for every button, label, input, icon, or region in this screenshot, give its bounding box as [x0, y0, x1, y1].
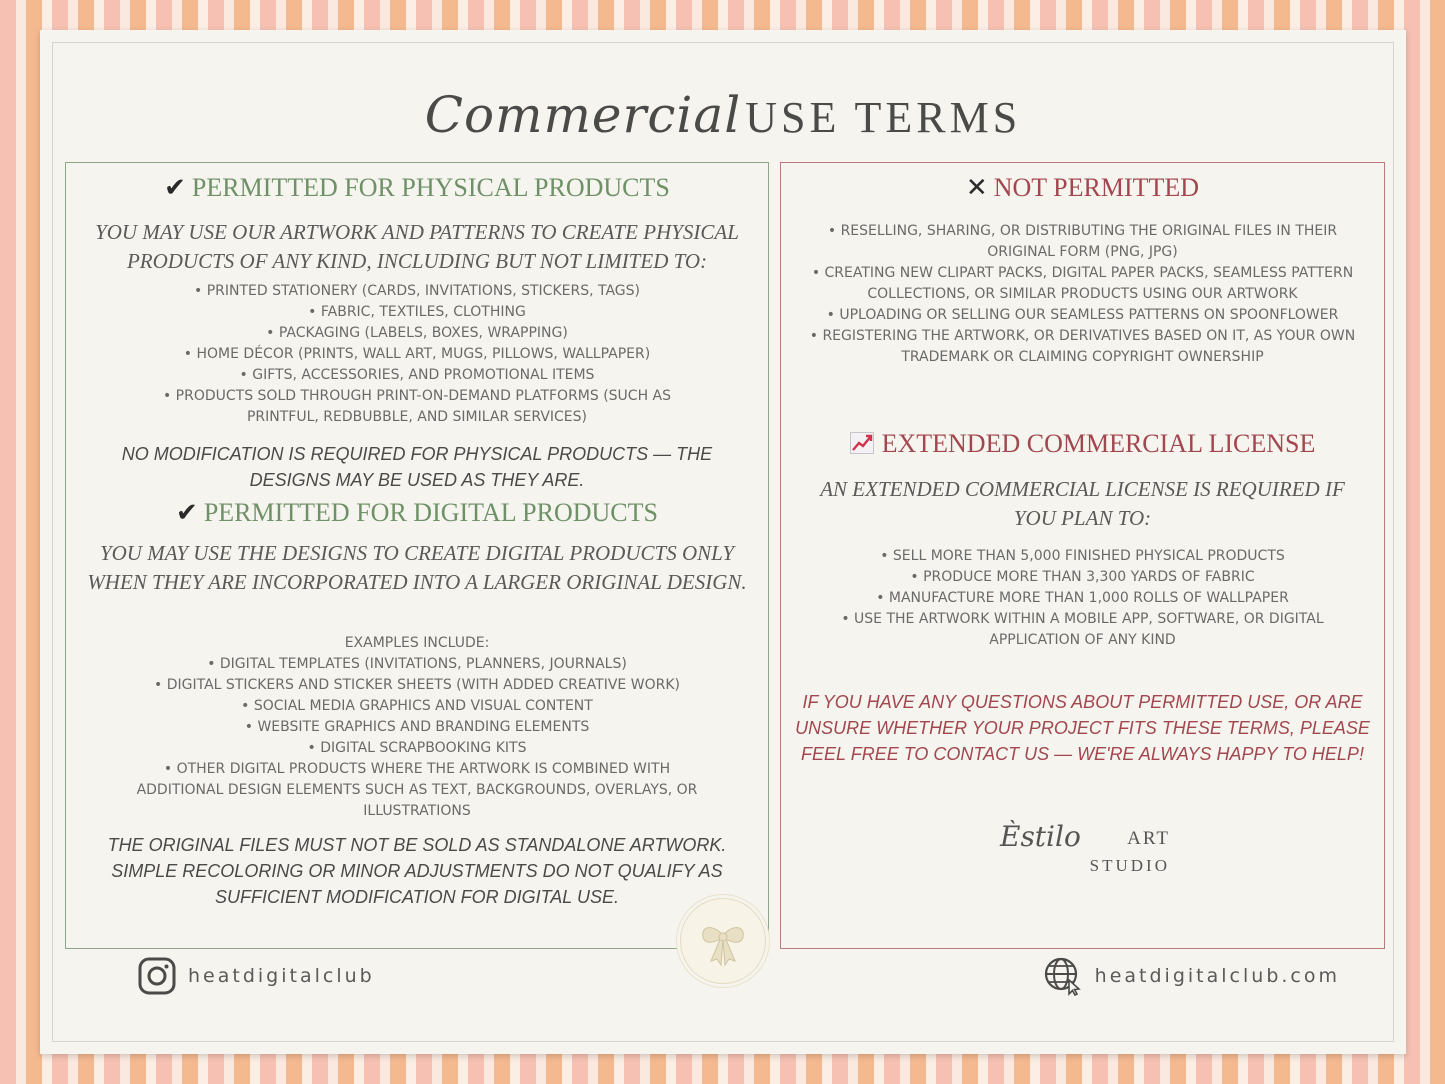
cross-icon: ✕	[965, 173, 988, 202]
list-item: • PRODUCTS SOLD THROUGH PRINT-ON-DEMAND PLATFORMS (SUCH AS PRINTFUL, REDBUBBLE, AND SIMILAR SERVICES)	[162, 388, 672, 425]
checkmark-icon: ✔	[164, 173, 186, 202]
not-permitted-heading: ✕ NOT PERMITTED	[965, 173, 1200, 202]
list-item: • UPLOADING OR SELLING OUR SEAMLESS PATTERNS ON SPOONFLOWER	[826, 307, 1339, 323]
list-item: • PACKAGING (LABELS, BOXES, WRAPPING)	[266, 325, 568, 341]
brand-art: ART	[1127, 828, 1170, 849]
physical-note: NO MODIFICATION IS REQUIRED FOR PHYSICAL PRODUCTS — THE DESIGNS MAY BE USED AS THEY ARE.	[121, 444, 713, 490]
not-permitted-list	[791, 221, 1374, 368]
digital-list	[76, 633, 758, 822]
list-item: • USE THE ARTWORK WITHIN A MOBILE APP, SOFTWARE, OR DIGITAL APPLICATION OF ANY KIND	[841, 611, 1324, 648]
physical-heading: ✔ PERMITTED FOR PHYSICAL PRODUCTS	[164, 173, 670, 202]
list-item: • OTHER DIGITAL PRODUCTS WHERE THE ARTWORK IS COMBINED WITH ADDITIONAL DESIGN ELEMENTS SUCH AS TEXT, BACKGROUNDS, OVERLAYS, OR ILLUSTRATIONS	[136, 761, 698, 819]
terms-card	[40, 30, 1406, 1054]
permitted-panel	[65, 162, 769, 949]
physical-list	[76, 281, 758, 428]
bow-seal-icon	[680, 898, 766, 984]
brand-logo	[1000, 820, 1170, 880]
list-item: • MANUFACTURE MORE THAN 1,000 ROLLS OF WALLPAPER	[876, 590, 1289, 606]
list-item: • HOME DÉCOR (PRINTS, WALL ART, MUGS, PILLOWS, WALLPAPER)	[183, 346, 651, 362]
physical-lead: YOU MAY USE OUR ARTWORK AND PATTERNS TO CREATE PHYSICAL PRODUCTS OF ANY KIND, INCLUDING BUT NOT LIMITED TO:	[95, 220, 739, 273]
list-item: EXAMPLES INCLUDE:	[344, 635, 490, 651]
brand-studio: STUDIO	[1089, 856, 1170, 875]
list-item: • DIGITAL TEMPLATES (INVITATIONS, PLANNERS, JOURNALS)	[207, 656, 627, 672]
list-item: • REGISTERING THE ARTWORK, OR DERIVATIVES BASED ON IT, AS YOUR OWN TRADEMARK OR CLAIMING COPYRIGHT OWNERSHIP	[809, 328, 1356, 365]
title-script: Commercial	[424, 86, 742, 144]
extended-list	[791, 546, 1374, 651]
chart-up-icon	[850, 432, 874, 454]
digital-note: THE ORIGINAL FILES MUST NOT BE SOLD AS STANDALONE ARTWORK. SIMPLE RECOLORING OR MINOR ADJUSTMENTS DO NOT QUALIFY AS SUFFICIENT MODIFICATION FOR DIGITAL USE.	[107, 835, 727, 907]
contact-note: IF YOU HAVE ANY QUESTIONS ABOUT PERMITTED USE, OR ARE UNSURE WHETHER YOUR PROJECT FITS THESE TERMS, PLEASE FEEL FREE TO CONTACT US — WE'RE ALWAYS HAPPY TO HELP!	[795, 692, 1370, 764]
list-item: • FABRIC, TEXTILES, CLOTHING	[308, 304, 526, 320]
list-item: • RESELLING, SHARING, OR DISTRIBUTING THE ORIGINAL FILES IN THEIR ORIGINAL FORM (PNG, JPG)	[827, 223, 1338, 260]
digital-lead: YOU MAY USE THE DESIGNS TO CREATE DIGITAL PRODUCTS ONLY WHEN THEY ARE INCORPORATED INTO A LARGER ORIGINAL DESIGN.	[87, 541, 747, 594]
extended-lead: AN EXTENDED COMMERCIAL LICENSE IS REQUIRED IF YOU PLAN TO:	[820, 477, 1345, 530]
list-item: • PRINTED STATIONERY (CARDS, INVITATIONS, STICKERS, TAGS)	[193, 283, 640, 299]
extended-heading: EXTENDED COMMERCIAL LICENSE	[781, 429, 1384, 459]
checkmark-icon: ✔	[176, 498, 198, 527]
website-url: heatdigitalclub.com	[1094, 965, 1340, 987]
title-caps: USE TERMS	[745, 93, 1022, 142]
brand-script: Èstilo	[1000, 820, 1081, 853]
list-item: • GIFTS, ACCESSORIES, AND PROMOTIONAL ITEMS	[239, 367, 595, 383]
list-item: • WEBSITE GRAPHICS AND BRANDING ELEMENTS	[244, 719, 590, 735]
list-item: • PRODUCE MORE THAN 3,300 YARDS OF FABRIC	[910, 569, 1255, 585]
page-title	[40, 86, 1406, 156]
website-link[interactable]	[1043, 956, 1340, 996]
list-item: • SOCIAL MEDIA GRAPHICS AND VISUAL CONTENT	[241, 698, 593, 714]
instagram-link[interactable]	[138, 956, 375, 996]
list-item: • DIGITAL STICKERS AND STICKER SHEETS (WITH ADDED CREATIVE WORK)	[154, 677, 680, 693]
digital-heading: ✔ PERMITTED FOR DIGITAL PRODUCTS	[176, 498, 658, 527]
list-item: • CREATING NEW CLIPART PACKS, DIGITAL PAPER PACKS, SEAMLESS PATTERN COLLECTIONS, OR SIMILAR PRODUCTS USING OUR ARTWORK	[811, 265, 1354, 302]
instagram-handle: heatdigitalclub	[188, 965, 375, 987]
list-item: • DIGITAL SCRAPBOOKING KITS	[307, 740, 527, 756]
instagram-icon	[138, 957, 176, 995]
list-item: • SELL MORE THAN 5,000 FINISHED PHYSICAL PRODUCTS	[880, 548, 1285, 564]
globe-icon	[1043, 956, 1083, 996]
